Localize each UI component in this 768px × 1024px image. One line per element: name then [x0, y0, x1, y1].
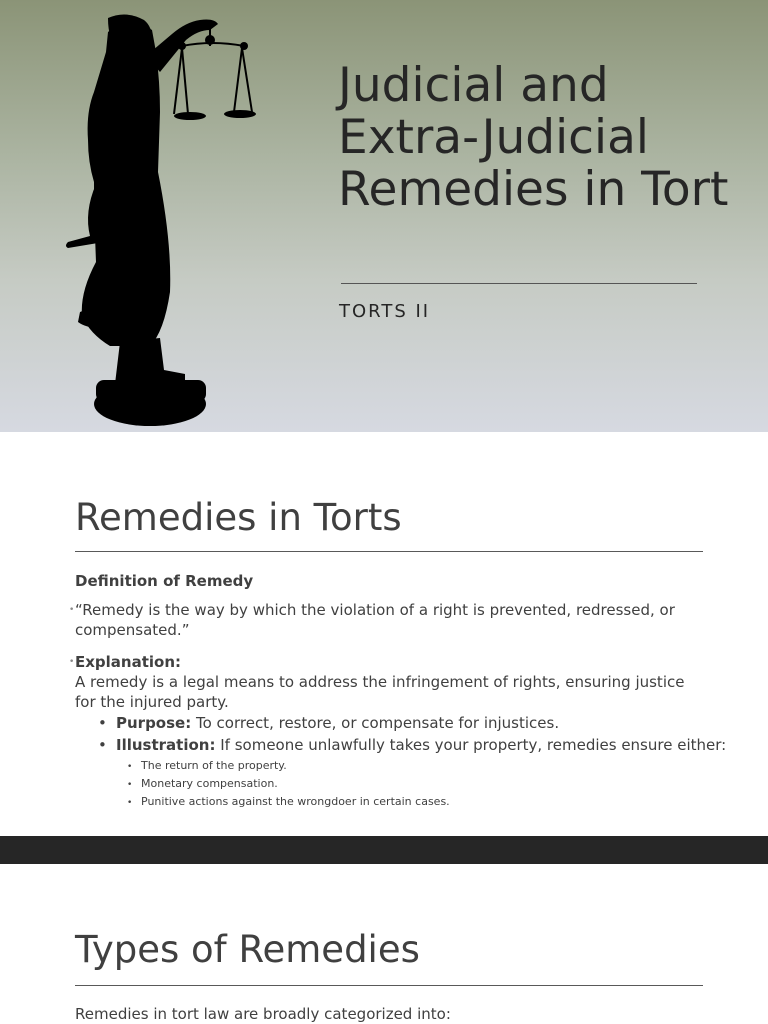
bullet-dot-icon: • [69, 657, 75, 667]
types-slide [0, 864, 768, 1024]
title-slide [0, 0, 768, 432]
slide-separator [0, 836, 768, 864]
bullet-icon: • [98, 736, 107, 754]
definition-quote: “Remedy is the way by which the violation of a right is prevented, redressed, or compensated.” [75, 601, 675, 639]
purpose-label: Purpose: [116, 714, 192, 732]
heading-divider [75, 551, 703, 552]
title-divider [341, 283, 697, 284]
presentation-title: Judicial and Extra-Judicial Remedies in Tort [338, 58, 729, 217]
heading-divider [75, 985, 703, 986]
remedies-slide [0, 432, 768, 836]
explanation-label: Explanation: [75, 653, 182, 671]
definition-heading: Definition of Remedy [75, 572, 254, 590]
illustration-item [98, 735, 726, 755]
purpose-text: To correct, restore, or compensate for injustices. [191, 714, 560, 732]
presentation-subtitle: TORTS II [339, 301, 431, 322]
bullet-icon: • [127, 798, 133, 808]
bullet-dot-icon: • [69, 605, 75, 615]
types-intro: Remedies in tort law are broadly categorized into: [75, 1005, 451, 1023]
illustration-subitem: • The return of the property. [127, 759, 287, 772]
bullet-icon: • [127, 780, 133, 790]
lady-justice-icon [60, 12, 260, 428]
slide-heading: Remedies in Torts [75, 496, 402, 539]
illustration-label: Illustration: [116, 736, 216, 754]
bullet-icon: • [127, 762, 133, 772]
illustration-subitem: • Punitive actions against the wrongdoer in certain cases. [127, 795, 450, 808]
illustration-text: If someone unlawfully takes your property, remedies ensure either: [215, 736, 727, 754]
slide-heading: Types of Remedies [75, 928, 420, 971]
explanation-text: A remedy is a legal means to address the infringement of rights, ensuring justice for the injured party. [75, 673, 685, 711]
bullet-icon: • [98, 714, 107, 732]
illustration-subitem: • Monetary compensation. [127, 777, 278, 790]
purpose-item [98, 713, 559, 733]
